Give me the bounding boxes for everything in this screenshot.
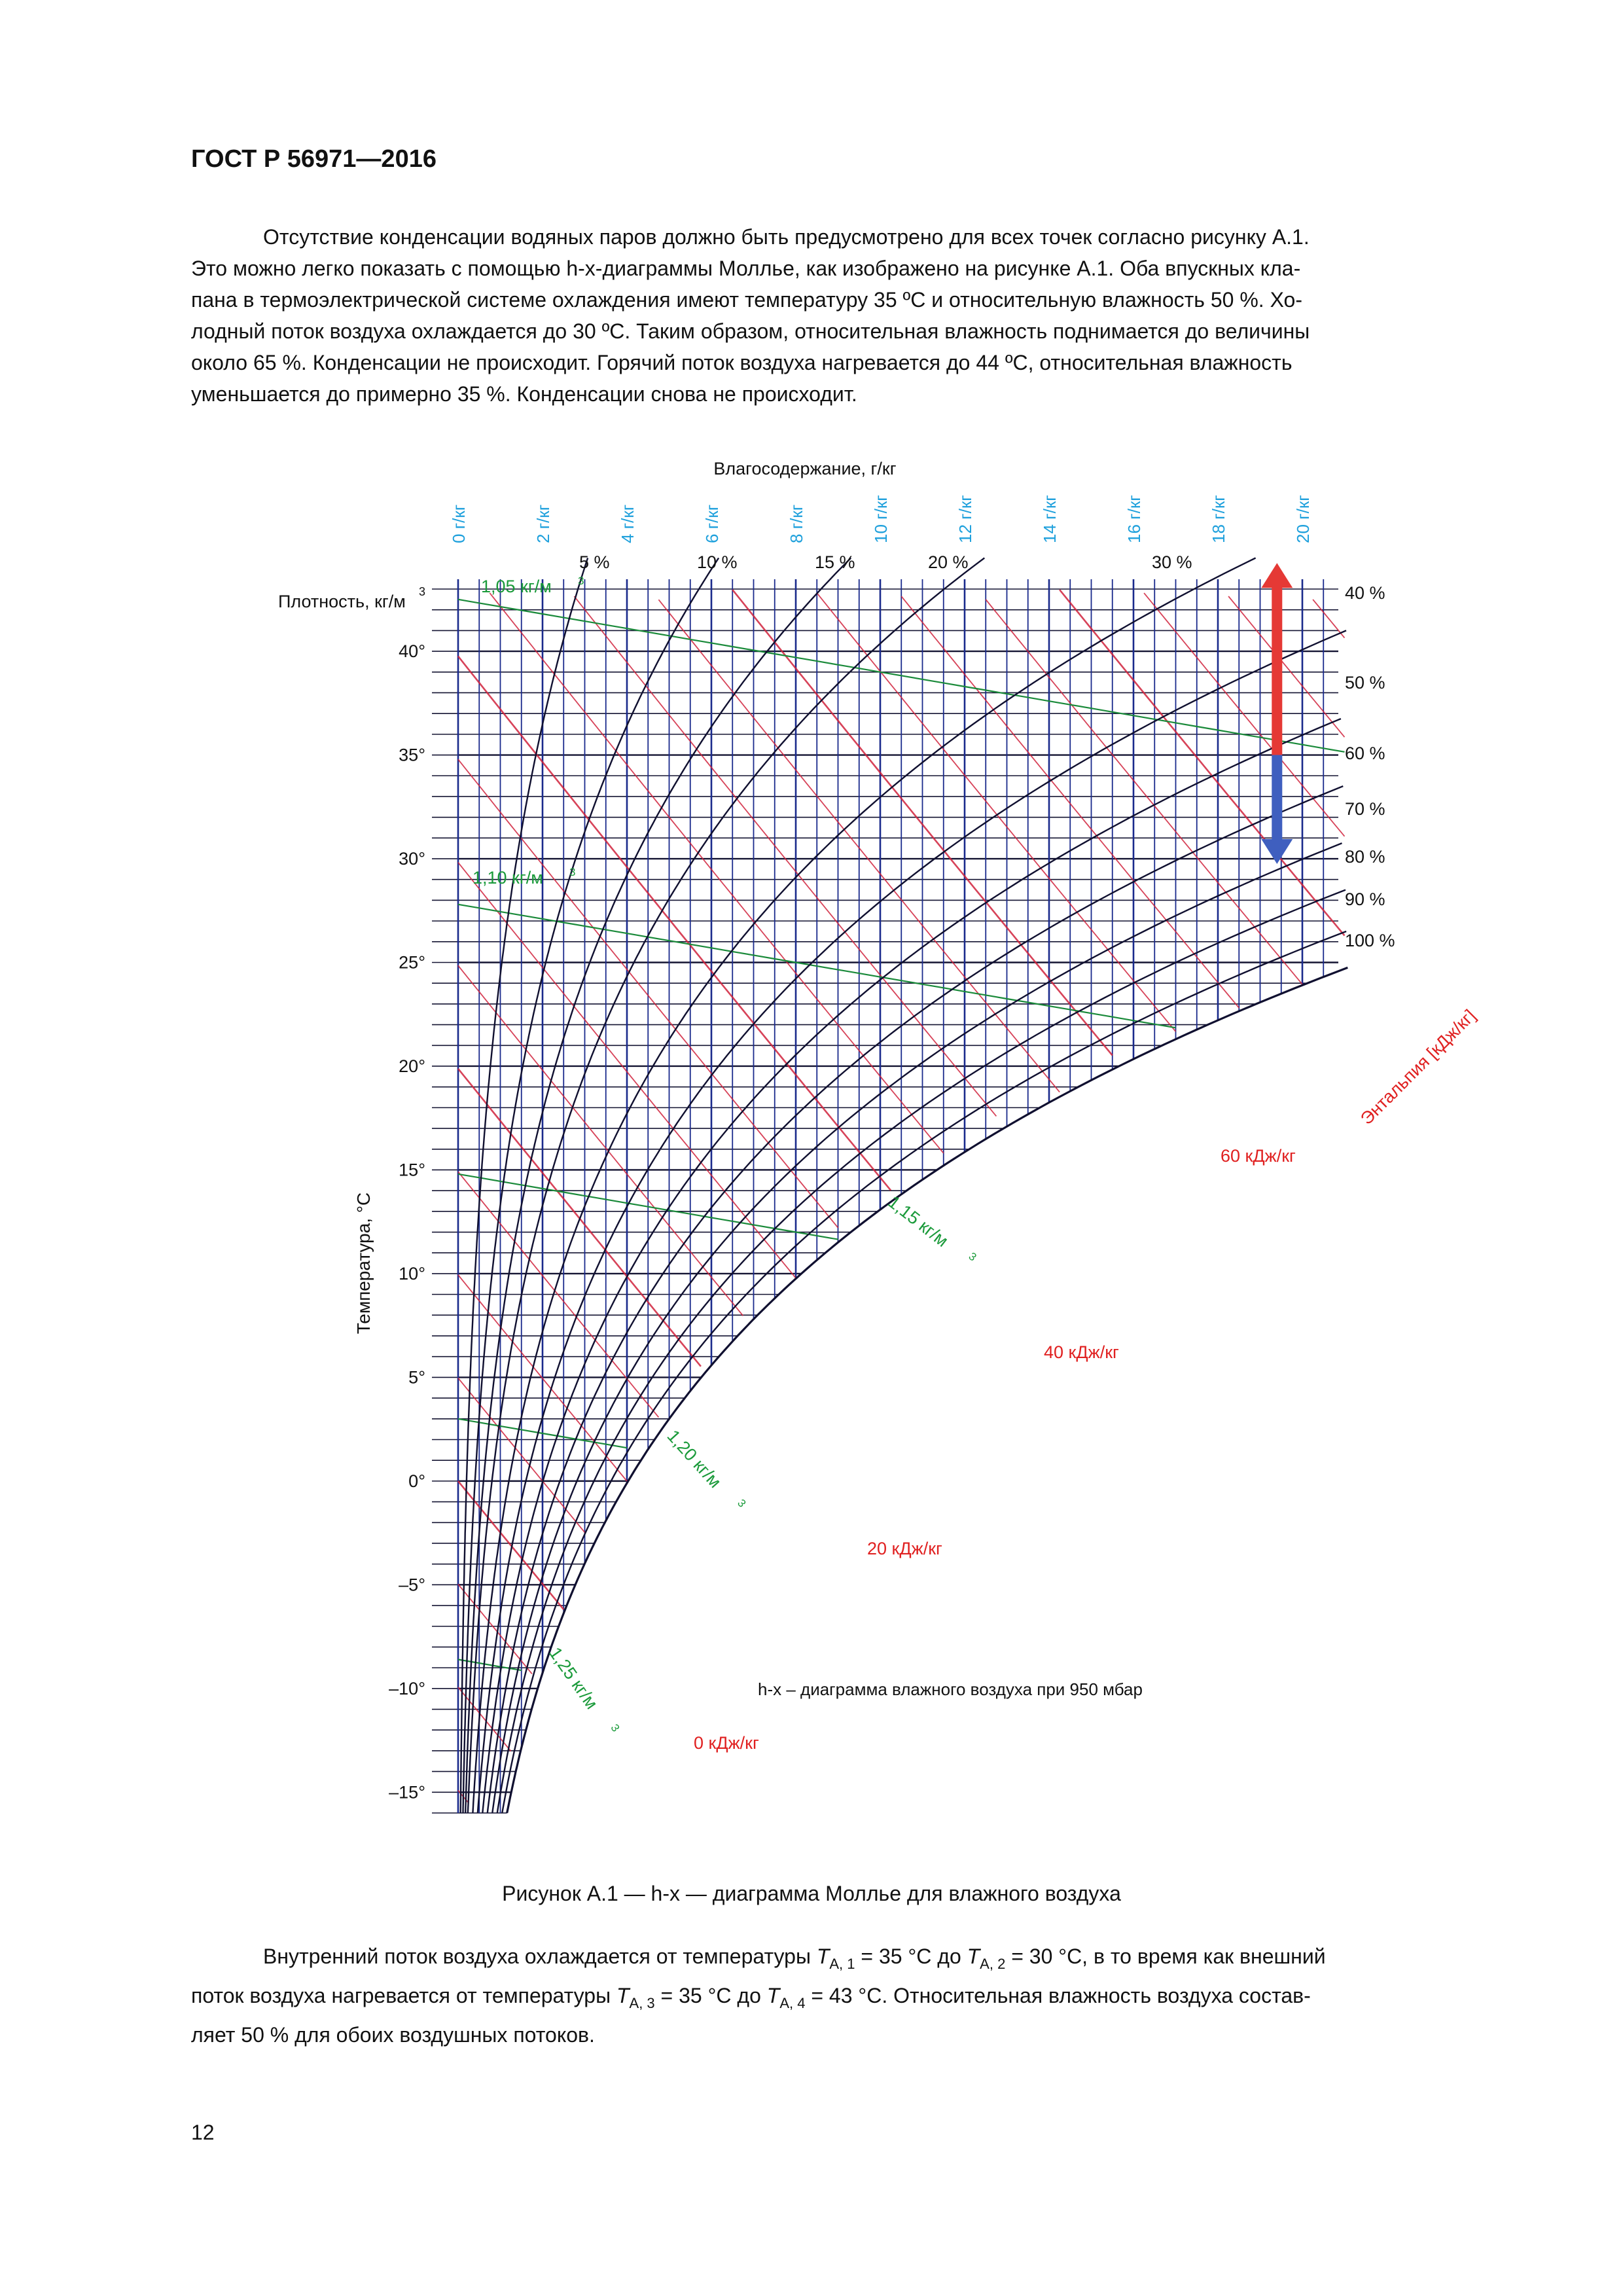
outro-text: Внутренний поток воздуха охлаждается от температуры: [263, 1945, 817, 1968]
enthalpy-line: [817, 593, 1175, 1031]
temperature-subscript: A, 1: [829, 1956, 855, 1972]
enthalpy-line: [574, 596, 996, 1116]
relative-humidity-curve: [492, 843, 1342, 1813]
intro-line: Отсутствие конденсации водяных паров должно быть предусмотрено для всех точек согласно рисунку А.1.: [263, 225, 1310, 249]
enthalpy-label: 40 кДж/кг: [1044, 1342, 1119, 1362]
relative-humidity-curve: [463, 558, 719, 1814]
temperature-tick-label: 0°: [408, 1471, 425, 1491]
chart-note: h-x – диаграмма влажного воздуха при 950 мбар: [758, 1679, 1143, 1699]
density-line-label-superscript: 3: [608, 1721, 622, 1734]
density-line-label-superscript: 3: [578, 575, 584, 587]
temperature-tick-label: 35°: [399, 745, 425, 765]
temperature-tick-label: 20°: [399, 1056, 425, 1076]
temperature-tick-label: 25°: [399, 952, 425, 973]
temperature-tick-label: –5°: [399, 1575, 425, 1595]
temperature-symbol: T: [967, 1945, 980, 1968]
outro-paragraph: [191, 1941, 1493, 2051]
enthalpy-label: 0 кДж/кг: [694, 1733, 759, 1753]
outro-line-1: [191, 1941, 1493, 1980]
moisture-tick-label: 20 г/кг: [1293, 495, 1313, 543]
intro-line: пана в термоэлектрической системе охлаждения имеют температуру 35 ºС и относительную влажность 50 %. Хо-: [191, 288, 1302, 312]
relative-humidity-label: 40 %: [1345, 583, 1385, 603]
temperature-tick-label: 15°: [399, 1160, 425, 1180]
relative-humidity-curve: [468, 558, 984, 1814]
temperature-tick-label: 5°: [408, 1367, 425, 1388]
temperature-tick-label: 40°: [399, 641, 425, 662]
relative-humidity-label: 15 %: [815, 552, 855, 572]
relative-humidity-label: 50 %: [1345, 673, 1385, 692]
density-line-label: 1,15 кг/м: [884, 1192, 952, 1251]
enthalpy-line: [1144, 593, 1344, 836]
intro-line: лодный поток воздуха охлаждается до 30 ºС. Таким образом, относительная влажность поднимается до величины: [191, 319, 1310, 343]
outro-line-2: [191, 1980, 1493, 2019]
intro-line: около 65 %. Конденсации не происходит. Горячий поток воздуха нагревается до 44 ºС, относительная влажность: [191, 351, 1293, 374]
relative-humidity-label: 20 %: [928, 552, 969, 572]
cold-air-cooling-arrow-head: [1261, 839, 1293, 864]
moisture-tick-label: 4 г/кг: [618, 504, 637, 543]
relative-humidity-label: 10 %: [697, 552, 738, 572]
temperature-symbol: T: [816, 1945, 830, 1968]
temperature-subscript: A, 2: [980, 1956, 1006, 1972]
outro-text: поток воздуха нагревается от температуры: [191, 1984, 616, 2007]
temperature-tick-label: 10°: [399, 1263, 425, 1283]
enthalpy-line: [458, 656, 891, 1191]
density-line-label-superscript: 3: [734, 1496, 749, 1510]
density-line-label: 1,05 кг/м: [481, 577, 552, 596]
temperature-tick-label: –15°: [389, 1782, 425, 1803]
temperature-tick-label: –10°: [389, 1678, 425, 1698]
relative-humidity-curve: [482, 719, 1341, 1813]
enthalpy-axis-title: Энтальпия [кДж/кг]: [1357, 1005, 1480, 1129]
relative-humidity-label: 30 %: [1152, 552, 1192, 572]
temperature-subscript: A, 3: [629, 1995, 655, 2011]
relative-humidity-label: 80 %: [1345, 847, 1385, 867]
moisture-tick-label: 6 г/кг: [702, 504, 722, 543]
temperature-symbol: T: [616, 1984, 630, 2007]
y-axis-title: Температура, °C: [353, 1192, 374, 1335]
outro-text: = 43 °С. Относительная влажность воздуха состав-: [805, 1984, 1311, 2007]
intro-line: уменьшается до примерно 35 %. Конденсации снова не происходит.: [191, 382, 857, 406]
moisture-tick-label: 12 г/кг: [955, 495, 975, 543]
x-axis-title: Влагосодержание, г/кг: [713, 459, 897, 478]
relative-humidity-label: 100 %: [1345, 931, 1395, 950]
relative-humidity-curve: [497, 890, 1346, 1813]
enthalpy-line: [1313, 600, 1344, 638]
moisture-tick-label: 0 г/кг: [449, 504, 469, 543]
intro-line: Это можно легко показать с помощью h-x-диаграммы Моллье, как изображено на рисунке А.1. Оба впускных кла-: [191, 257, 1301, 280]
density-axis-label: Плотность, кг/м: [278, 592, 406, 611]
hot-air-heating-arrow-head: [1261, 563, 1293, 588]
temperature-symbol: T: [766, 1984, 780, 2007]
moisture-tick-label: 8 г/кг: [787, 504, 806, 543]
relative-humidity-curve: [488, 786, 1344, 1813]
document-header: ГОСТ Р 56971—2016: [191, 145, 437, 173]
moisture-tick-label: 18 г/кг: [1209, 495, 1228, 543]
enthalpy-label: 20 кДж/кг: [867, 1539, 942, 1558]
density-line-label: 1,10 кг/м: [473, 868, 543, 888]
outro-text: = 30 °С, в то время как внешний: [1005, 1945, 1326, 1968]
density-line-label-superscript: 3: [966, 1249, 979, 1264]
temperature-subscript: A, 4: [779, 1995, 806, 2011]
relative-humidity-label: 90 %: [1345, 889, 1385, 909]
density-line-label: 1,20 кг/м: [663, 1426, 725, 1492]
outro-text: = 35 °С до: [654, 1984, 767, 2007]
enthalpy-label: 60 кДж/кг: [1221, 1146, 1296, 1166]
temperature-tick-label: 30°: [399, 849, 425, 869]
relative-humidity-label: 70 %: [1345, 799, 1385, 819]
relative-humidity-label: 5 %: [579, 552, 610, 572]
relative-humidity-curve: [473, 558, 1255, 1814]
figure-caption: Рисунок А.1 — h-x — диаграмма Моллье для влажного воздуха: [502, 1882, 1121, 1905]
relative-humidity-label: 60 %: [1345, 744, 1385, 763]
density-line-label: 1,25 кг/м: [545, 1643, 602, 1713]
density-line-label-superscript: 3: [569, 866, 576, 878]
outro-line-3: ляет 50 % для обоих воздушных потоков.: [191, 2023, 595, 2047]
moisture-tick-label: 14 г/кг: [1040, 495, 1060, 543]
moisture-tick-label: 16 г/кг: [1124, 495, 1144, 543]
moisture-tick-label: 10 г/кг: [871, 495, 891, 543]
page-number: 12: [191, 2121, 215, 2144]
outro-text: = 35 °С до: [855, 1945, 967, 1968]
moisture-tick-label: 2 г/кг: [533, 504, 553, 543]
density-axis-label-superscript: 3: [419, 585, 426, 598]
